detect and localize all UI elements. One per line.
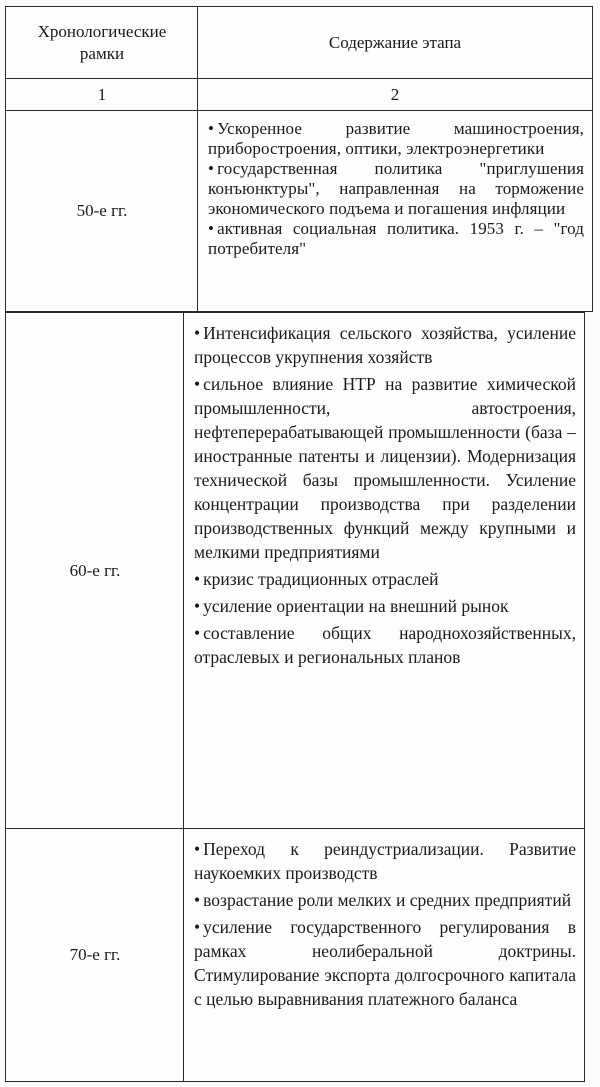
content-list (194, 837, 576, 1011)
bullet-icon: • (194, 917, 201, 937)
list-item: • составление общих народнохозяйственных, отраслевых и региональных планов (194, 623, 576, 667)
list-item: • усиление государственного регулирования в рамках неолиберальной доктрины. Стимулирование экспорта долгосрочного капитала с целью выравнивания платежного баланса (194, 917, 576, 1009)
bullet-icon: • (194, 839, 201, 859)
content-list (208, 119, 584, 259)
content-cell-70s (183, 828, 585, 1082)
bullet-icon: • (208, 159, 215, 178)
period-label: 50-е гг. (76, 201, 128, 220)
bullet-icon: • (194, 323, 201, 343)
header-chronology-text: Хронологические рамки (37, 22, 167, 63)
list-item: • государственная политика "приглушения конъюнктуры", направленная на торможение экономического подъема и погашения инфляции (208, 159, 584, 218)
bullet-icon: • (208, 119, 215, 138)
bullet-icon: • (194, 569, 201, 589)
content-list (194, 321, 576, 669)
list-item: • кризис традиционных отраслей (194, 569, 439, 589)
column-number-1 (5, 78, 199, 112)
period-cell-50s (5, 110, 199, 312)
list-item: • активная социальная политика. 1953 г. – "год потребителя" (208, 219, 584, 258)
list-item: • Ускоренное развитие машиностроения, приборостроения, оптики, электроэнергетики (208, 119, 584, 158)
bullet-icon: • (194, 890, 201, 910)
list-item: • сильное влияние НТР на развитие химической промышленности, автостроения, нефтеперерабатывающей промышленности (база – иностранные патенты и лицензии). Модернизация технической базы промышленности. Усиление концентрации производства при разделении производственных функций между крупными и мелкими предприятиями (194, 374, 576, 562)
list-item: • возрастание роли мелких и средних предприятий (194, 890, 572, 910)
bullet-icon: • (194, 374, 201, 394)
list-item: • Переход к реиндустриализации. Развитие наукоемких производств (194, 839, 576, 883)
bullet-icon: • (194, 596, 201, 616)
column-number-2 (197, 78, 593, 112)
bullet-icon: • (208, 219, 215, 238)
bullet-icon: • (194, 623, 201, 643)
column-number-2-text: 2 (390, 85, 400, 104)
period-cell-70s (5, 828, 185, 1082)
header-content-text: Содержание этапа (328, 33, 462, 52)
list-item: • Интенсификация сельского хозяйства, усиление процессов укрупнения хозяйств (194, 323, 576, 367)
period-label: 70-е гг. (69, 945, 121, 964)
period-label: 60-е гг. (69, 561, 121, 580)
list-item: • усиление ориентации на внешний рынок (194, 596, 509, 616)
content-cell-50s (197, 110, 593, 312)
column-number-1-text: 1 (97, 85, 107, 104)
header-chronology (5, 6, 199, 80)
header-content (197, 6, 593, 80)
content-cell-60s (183, 312, 585, 830)
period-cell-60s (5, 312, 185, 830)
